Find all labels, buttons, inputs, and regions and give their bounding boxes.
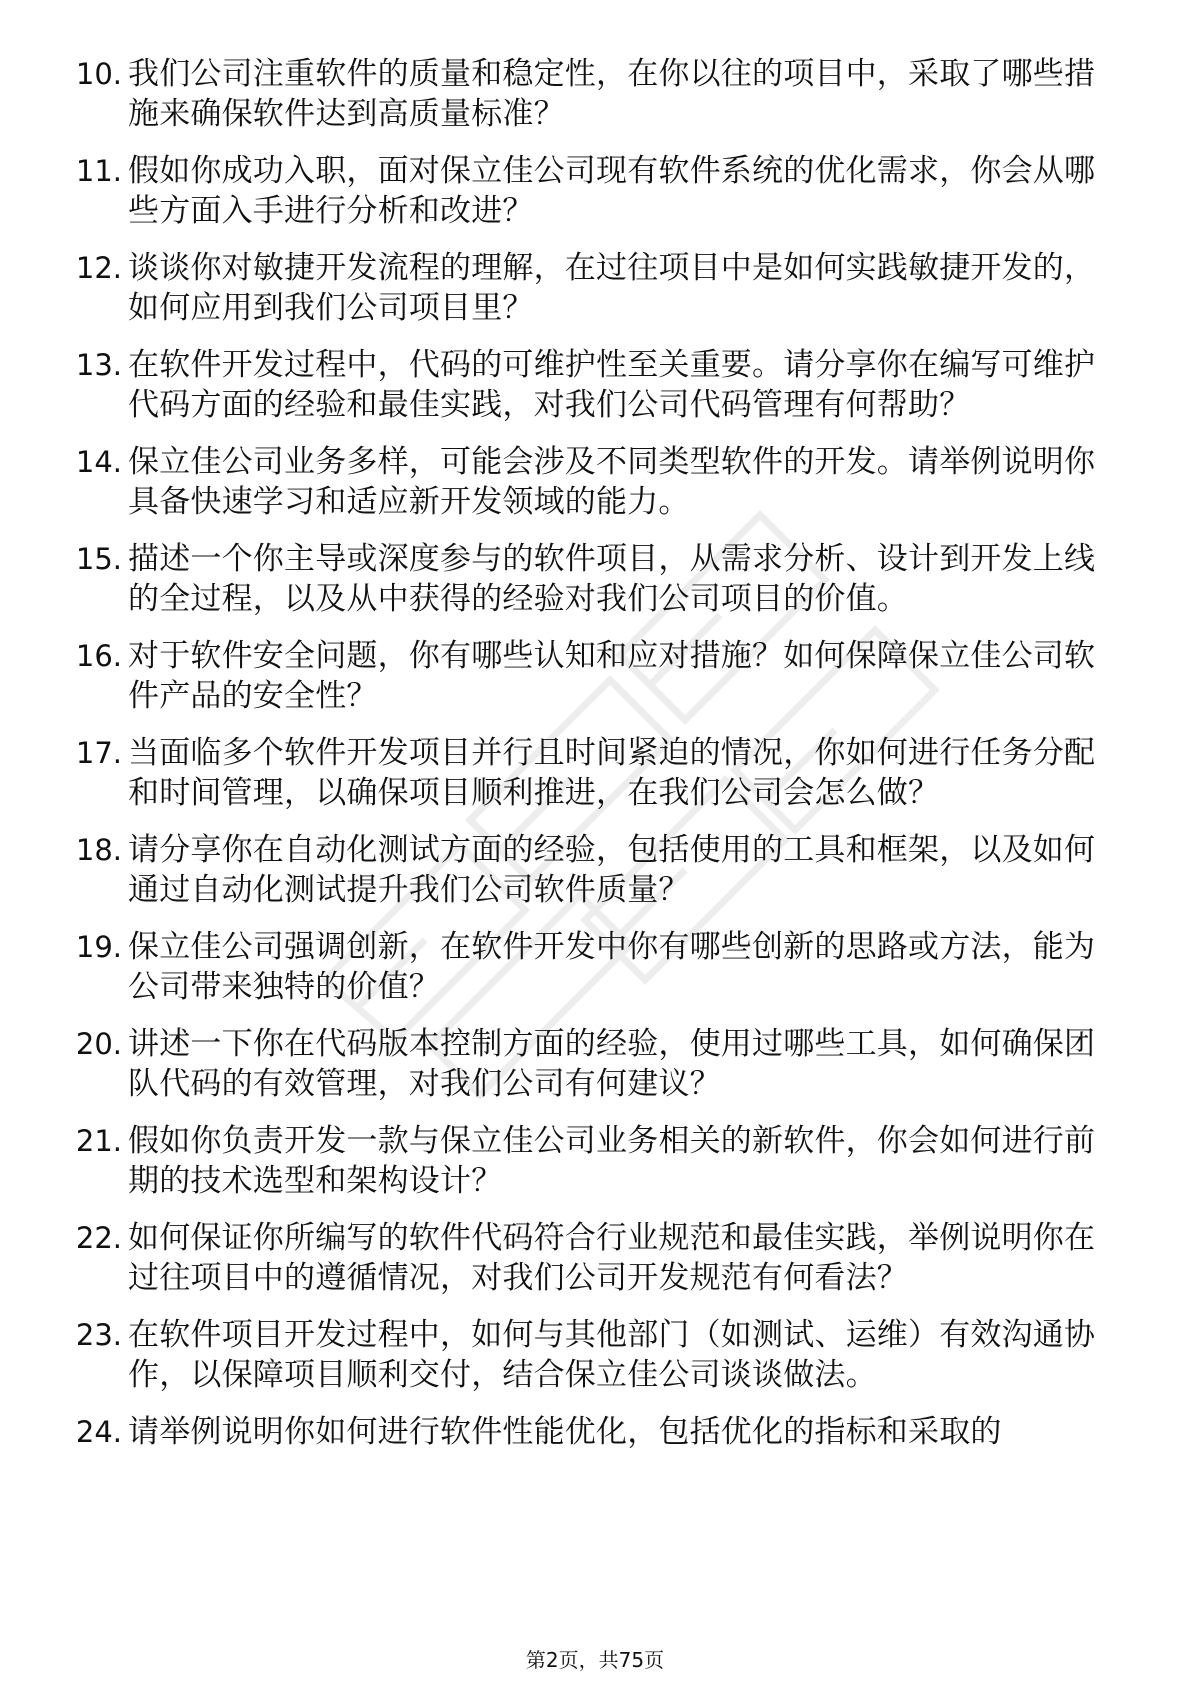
question-number: 10. <box>75 57 122 91</box>
question-text: 我们公司注重软件的质量和稳定性，在你以往的项目中，采取了哪些措施来确保软件达到高质量标准？ <box>128 56 1096 132</box>
list-item <box>56 927 1106 1007</box>
question-text: 保立佳公司强调创新，在软件开发中你有哪些创新的思路或方法，能为公司带来独特的价值？ <box>128 929 1096 1005</box>
question-number: 11. <box>75 154 122 188</box>
question-number: 16. <box>75 639 122 673</box>
list-item <box>56 1218 1106 1298</box>
question-number: 18. <box>75 833 122 867</box>
question-number: 22. <box>75 1221 122 1255</box>
list-item <box>56 1315 1106 1395</box>
question-number: 20. <box>75 1027 122 1061</box>
question-text: 请举例说明你如何进行软件性能优化，包括优化的指标和采取的 <box>128 1414 1002 1450</box>
list-item <box>56 151 1106 231</box>
question-list <box>56 54 1106 1469</box>
question-text: 描述一个你主导或深度参与的软件项目，从需求分析、设计到开发上线的全过程，以及从中获得的经验对我们公司项目的价值。 <box>128 541 1096 617</box>
question-text: 假如你成功入职，面对保立佳公司现有软件系统的优化需求，你会从哪些方面入手进行分析和改进？ <box>128 153 1096 229</box>
question-text: 在软件开发过程中，代码的可维护性至关重要。请分享你在编写可维护代码方面的经验和最佳实践，对我们公司代码管理有何帮助？ <box>128 347 1096 423</box>
list-item <box>56 345 1106 425</box>
list-item <box>56 442 1106 522</box>
list-item <box>56 830 1106 910</box>
question-number: 12. <box>75 251 122 285</box>
list-item <box>56 248 1106 328</box>
question-text: 假如你负责开发一款与保立佳公司业务相关的新软件，你会如何进行前期的技术选型和架构设计？ <box>128 1123 1096 1199</box>
question-number: 14. <box>75 445 122 479</box>
question-text: 请分享你在自动化测试方面的经验，包括使用的工具和框架，以及如何通过自动化测试提升我们公司软件质量？ <box>128 832 1096 908</box>
list-item <box>56 636 1106 716</box>
question-text: 讲述一下你在代码版本控制方面的经验，使用过哪些工具，如何确保团队代码的有效管理，对我们公司有何建议？ <box>128 1026 1096 1102</box>
question-number: 21. <box>75 1124 122 1158</box>
list-item <box>56 54 1106 134</box>
question-text: 对于软件安全问题，你有哪些认知和应对措施？如何保障保立佳公司软件产品的安全性？ <box>128 638 1096 714</box>
question-text: 保立佳公司业务多样，可能会涉及不同类型软件的开发。请举例说明你具备快速学习和适应新开发领域的能力。 <box>128 444 1096 520</box>
list-item <box>56 539 1106 619</box>
list-item <box>56 1121 1106 1201</box>
question-text: 谈谈你对敏捷开发流程的理解，在过往项目中是如何实践敏捷开发的，如何应用到我们公司项目里？ <box>128 250 1096 326</box>
question-number: 23. <box>75 1318 122 1352</box>
question-number: 24. <box>75 1415 122 1449</box>
question-number: 13. <box>75 348 122 382</box>
list-item <box>56 1412 1106 1452</box>
question-number: 17. <box>75 736 122 770</box>
list-item <box>56 733 1106 813</box>
question-text: 当面临多个软件开发项目并行且时间紧迫的情况，你如何进行任务分配和时间管理，以确保项目顺利推进，在我们公司会怎么做？ <box>128 735 1096 811</box>
page-number-footer: 第2页，共75页 <box>525 1648 665 1672</box>
question-number: 19. <box>75 930 122 964</box>
question-text: 如何保证你所编写的软件代码符合行业规范和最佳实践，举例说明你在过往项目中的遵循情况，对我们公司开发规范有何看法？ <box>128 1220 1096 1296</box>
question-text: 在软件项目开发过程中，如何与其他部门（如测试、运维）有效沟通协作，以保障项目顺利交付，结合保立佳公司谈谈做法。 <box>128 1317 1096 1393</box>
list-item <box>56 1024 1106 1104</box>
question-number: 15. <box>75 542 122 576</box>
